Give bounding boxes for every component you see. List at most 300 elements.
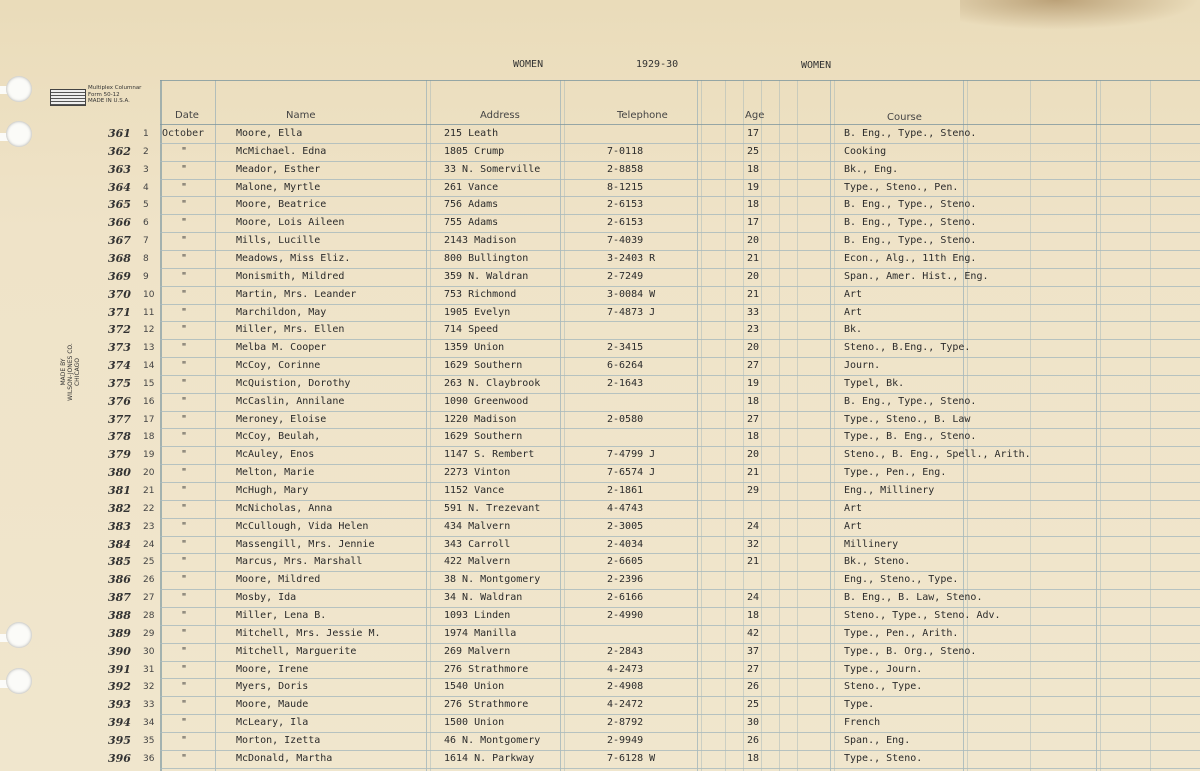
entry-address: 1805 Crump [444, 145, 505, 157]
entry-course: Art [844, 520, 863, 532]
entry-date: " [181, 181, 188, 193]
entry-age: 20 [747, 270, 760, 282]
entry-date: October [162, 128, 205, 139]
table-row [0, 128, 1200, 146]
entry-course: Type., Journ. [844, 663, 923, 675]
entry-date: " [181, 485, 188, 496]
entry-course: Steno., B. Eng., Spell., Arith. [844, 449, 1031, 461]
handwritten-entry-number: 381 [108, 484, 131, 497]
entry-course: Type., Steno., B. Law [844, 413, 971, 425]
entry-name: McNicholas, Anna [236, 502, 333, 514]
table-row [0, 253, 1200, 271]
table-row [0, 182, 1200, 200]
entry-name: Moore, Mildred [236, 574, 321, 586]
entry-age: 25 [747, 145, 760, 157]
entry-address: 1974 Manilla [444, 627, 517, 639]
line-number: 9 [143, 271, 149, 282]
line-number: 33 [143, 700, 155, 711]
entry-name: Marcus, Mrs. Marshall [236, 556, 363, 568]
entry-date: " [181, 538, 188, 550]
entry-course: Steno., Type., Steno. Adv. [844, 609, 1001, 621]
entry-name: Melba M. Cooper [236, 342, 327, 354]
entry-address: 1905 Evelyn [444, 306, 511, 318]
line-number: 30 [143, 646, 155, 657]
line-number: 35 [143, 735, 155, 746]
entry-date: " [181, 663, 188, 675]
entry-date: " [181, 377, 188, 389]
entry-age: 17 [747, 128, 760, 139]
entry-name: McAuley, Enos [236, 449, 315, 461]
water-stain [960, 0, 1200, 30]
entry-age: 20 [747, 342, 760, 354]
line-number: 21 [143, 486, 155, 496]
entry-address: 1093 Linden [444, 609, 511, 621]
line-number: 3 [143, 164, 149, 175]
line-number: 28 [143, 610, 155, 621]
entry-course: Type., Pen., Arith. [844, 627, 959, 639]
entry-date: " [181, 467, 188, 479]
line-number: 2 [143, 146, 149, 157]
entry-course: B. Eng., B. Law, Steno. [844, 592, 983, 604]
entry-course: Journ. [844, 360, 881, 372]
entry-date: " [181, 734, 188, 746]
entry-address: 269 Malvern [444, 645, 511, 657]
line-number: 5 [143, 200, 149, 211]
entry-date: " [181, 252, 188, 264]
entry-course: Econ., Alg., 11th Eng. [844, 252, 977, 264]
line-number: 11 [143, 307, 155, 318]
entry-name: McMichael. Edna [236, 145, 327, 157]
entry-course: Art [844, 306, 863, 318]
table-row [0, 539, 1200, 557]
entry-address: 1090 Greenwood [444, 395, 529, 407]
entry-course: B. Eng., Type., Steno. [844, 217, 977, 229]
line-number: 27 [143, 593, 155, 604]
entry-course: Type., Steno., Pen. [844, 181, 959, 193]
entry-name: Moore, Beatrice [236, 199, 327, 211]
entry-telephone: 2-3005 [607, 520, 644, 532]
entry-address: 33 N. Somerville [444, 163, 541, 175]
entry-date: " [181, 752, 188, 764]
entry-address: 276 Strathmore [444, 699, 529, 711]
handwritten-entry-number: 396 [108, 751, 131, 765]
line-number: 26 [143, 575, 155, 586]
table-row [0, 360, 1200, 378]
line-number: 15 [143, 378, 155, 389]
header-year: 1929-30 [636, 59, 679, 70]
entry-course: Steno., B.Eng., Type. [844, 342, 971, 354]
entry-name: Moore, Irene [236, 663, 309, 675]
entry-date: " [181, 502, 188, 514]
entry-date: " [181, 449, 188, 461]
entry-age: 37 [747, 645, 760, 657]
line-number: 4 [143, 182, 149, 193]
entry-telephone: 2-6153 [607, 217, 644, 229]
line-number: 23 [143, 521, 155, 532]
entry-address: 343 Carroll [444, 538, 511, 550]
entry-course: Steno., Type. [844, 681, 923, 693]
table-row [0, 753, 1200, 771]
table-row [0, 378, 1200, 396]
entry-name: Mitchell, Marguerite [236, 645, 357, 657]
table-row [0, 396, 1200, 414]
handwritten-entry-number: 373 [108, 341, 131, 355]
entry-telephone: 8-1215 [607, 181, 644, 193]
entry-telephone: 7-4873 J [607, 306, 656, 318]
entry-age: 19 [747, 377, 760, 389]
header-right: WOMEN [801, 60, 832, 71]
entry-address: 1629 Southern [444, 360, 523, 372]
entry-telephone: 2-6605 [607, 556, 644, 568]
column-header-address: Address [480, 110, 520, 121]
entry-course: B. Eng., Type., Steno. [844, 199, 977, 211]
table-row [0, 610, 1200, 628]
line-number: 7 [143, 236, 149, 247]
table-row [0, 271, 1200, 289]
entry-age: 18 [747, 431, 760, 443]
entry-telephone: 3-0084 W [607, 288, 656, 300]
entry-age: 27 [747, 360, 760, 372]
entry-name: McDonald, Martha [236, 752, 333, 764]
entry-address: 2143 Madison [444, 235, 517, 247]
entry-name: McLeary, Ila [236, 717, 309, 729]
entry-address: 46 N. Montgomery [444, 734, 541, 746]
entry-telephone: 2-8792 [607, 717, 644, 729]
handwritten-entry-number: 365 [108, 198, 131, 212]
entry-name: Malone, Myrtle [236, 181, 321, 193]
entry-address: 38 N. Montgomery [444, 574, 541, 586]
line-number: 19 [143, 450, 155, 461]
handwritten-entry-number: 367 [108, 234, 131, 248]
entry-course: Bk., Eng. [844, 163, 899, 175]
entry-age: 20 [747, 235, 760, 247]
table-row [0, 681, 1200, 699]
entry-address: 591 N. Trezevant [444, 502, 541, 514]
handwritten-entry-number: 388 [108, 608, 131, 622]
entry-course: Art [844, 502, 863, 514]
entry-date: " [181, 699, 188, 711]
entry-name: McCullough, Vida Helen [236, 520, 369, 532]
entry-name: Mosby, Ida [236, 592, 297, 604]
entry-name: Martin, Mrs. Leander [236, 288, 357, 300]
entry-course: B. Eng., Type., Steno. [844, 128, 977, 139]
handwritten-entry-number: 384 [108, 537, 131, 551]
table-row [0, 646, 1200, 664]
entry-age: 23 [747, 324, 760, 336]
entry-course: Type., Steno. [844, 752, 923, 764]
handwritten-entry-number: 378 [108, 430, 131, 444]
entry-address: 714 Speed [444, 324, 499, 336]
table-row [0, 503, 1200, 521]
column-header-course: Course [887, 112, 922, 123]
handwritten-entry-number: 392 [108, 680, 131, 694]
entry-age: 26 [747, 681, 760, 693]
entry-name: Miller, Lena B. [236, 609, 327, 621]
handwritten-entry-number: 375 [108, 376, 131, 390]
entry-telephone: 2-1643 [607, 377, 644, 389]
line-number: 18 [143, 432, 155, 443]
table-row [0, 235, 1200, 253]
line-number: 25 [143, 557, 155, 568]
entry-age: 32 [747, 538, 760, 550]
entry-age: 19 [747, 181, 760, 193]
entry-telephone: 4-2472 [607, 699, 644, 711]
entry-date: " [181, 235, 188, 247]
handwritten-entry-number: 382 [108, 501, 131, 515]
entry-name: Massengill, Mrs. Jennie [236, 538, 375, 550]
entry-course: B. Eng., Type., Steno. [844, 395, 977, 407]
line-number: 13 [143, 343, 155, 354]
entry-telephone: 3-2403 R [607, 252, 656, 264]
line-number: 6 [143, 218, 149, 229]
entry-address: 263 N. Claybrook [444, 377, 541, 389]
entry-date: " [181, 288, 188, 300]
handwritten-entry-number: 389 [108, 626, 131, 640]
table-row [0, 664, 1200, 682]
entry-date: " [181, 145, 188, 157]
entry-address: 359 N. Waldran [444, 270, 529, 282]
entry-telephone: 2-2396 [607, 574, 644, 586]
entry-age: 24 [747, 592, 760, 604]
line-number: 22 [143, 503, 155, 514]
entry-date: " [181, 592, 188, 604]
entry-age: 24 [747, 520, 760, 532]
line-number: 31 [143, 664, 155, 675]
punch-hole [6, 76, 32, 102]
entry-course: Millinery [844, 538, 899, 550]
entry-telephone: 2-3415 [607, 342, 644, 354]
handwritten-entry-number: 362 [108, 144, 131, 158]
entry-name: Mitchell, Mrs. Jessie M. [236, 627, 381, 639]
entry-date: " [181, 360, 188, 372]
entry-name: Moore, Lois Aileen [236, 217, 345, 229]
entry-name: McQuistion, Dorothy [236, 377, 351, 389]
entry-date: " [181, 270, 188, 282]
entry-age: 18 [747, 199, 760, 211]
entry-course: Type., Pen., Eng. [844, 467, 947, 479]
table-row [0, 217, 1200, 235]
line-number: 1 [143, 129, 149, 139]
handwritten-entry-number: 369 [108, 269, 131, 283]
entry-course: Span., Eng. [844, 734, 911, 746]
entry-name: Miller, Mrs. Ellen [236, 324, 345, 336]
entry-address: 34 N. Waldran [444, 592, 523, 604]
entry-age: 25 [747, 699, 760, 711]
handwritten-entry-number: 374 [108, 359, 131, 373]
entry-age: 27 [747, 413, 760, 425]
entry-course: Bk. [844, 324, 863, 336]
entry-telephone: 2-0580 [607, 413, 644, 425]
line-number: 36 [143, 753, 155, 764]
manufacturer-logo-icon [50, 89, 86, 106]
entry-age: 26 [747, 734, 760, 746]
entry-address: 1152 Vance [444, 485, 505, 496]
entry-address: 756 Adams [444, 199, 499, 211]
entry-course: Type., B. Org., Steno. [844, 645, 977, 657]
entry-name: McCoy, Corinne [236, 360, 321, 372]
table-row [0, 431, 1200, 449]
table-row [0, 699, 1200, 717]
entry-age: 18 [747, 395, 760, 407]
entry-name: McCaslin, Annilane [236, 395, 345, 407]
table-row [0, 735, 1200, 753]
entry-address: 1614 N. Parkway [444, 752, 535, 764]
entry-course: B. Eng., Type., Steno. [844, 235, 977, 247]
line-number: 8 [143, 253, 149, 264]
header-left: WOMEN [513, 59, 544, 70]
header-rule [160, 80, 1200, 81]
handwritten-entry-number: 361 [108, 127, 131, 140]
entry-telephone: 4-4743 [607, 502, 644, 514]
entry-telephone: 4-2473 [607, 663, 644, 675]
column-header-name: Name [286, 110, 316, 121]
table-row [0, 307, 1200, 325]
entry-telephone: 2-9949 [607, 734, 644, 746]
line-number: 10 [143, 289, 155, 300]
line-number: 32 [143, 682, 155, 693]
table-row [0, 521, 1200, 539]
handwritten-entry-number: 368 [108, 251, 131, 265]
entry-age: 29 [747, 485, 760, 496]
entry-telephone: 7-0118 [607, 145, 644, 157]
entry-course: Type. [844, 699, 875, 711]
entry-address: 1540 Union [444, 681, 505, 693]
entry-name: McHugh, Mary [236, 485, 309, 496]
entry-course: Eng., Steno., Type. [844, 574, 959, 586]
handwritten-entry-number: 385 [108, 555, 131, 569]
line-number: 34 [143, 718, 155, 729]
entry-address: 1629 Southern [444, 431, 523, 443]
line-number: 12 [143, 325, 155, 336]
table-row [0, 342, 1200, 360]
handwritten-entry-number: 379 [108, 448, 131, 462]
entry-name: Monismith, Mildred [236, 270, 345, 282]
entry-address: 276 Strathmore [444, 663, 529, 675]
table-row [0, 449, 1200, 467]
entry-address: 1500 Union [444, 717, 505, 729]
entry-date: " [181, 306, 188, 318]
entry-address: 800 Bullington [444, 252, 529, 264]
maker-label: MADE BY WILSON-JONES CO. CHICAGO [60, 343, 81, 401]
table-row [0, 717, 1200, 735]
entry-date: " [181, 199, 188, 211]
header-rule [160, 124, 1200, 125]
handwritten-entry-number: 387 [108, 591, 131, 605]
entry-age: 33 [747, 306, 760, 318]
entry-age: 30 [747, 717, 760, 729]
entry-telephone: 2-7249 [607, 270, 644, 282]
table-row [0, 467, 1200, 485]
entry-address: 261 Vance [444, 181, 499, 193]
table-row [0, 164, 1200, 182]
entry-name: Moore, Ella [236, 128, 303, 139]
entry-age: 27 [747, 663, 760, 675]
table-row [0, 289, 1200, 307]
line-number: 29 [143, 628, 155, 639]
entry-name: Myers, Doris [236, 681, 309, 693]
handwritten-entry-number: 394 [108, 716, 131, 730]
entry-telephone: 2-4990 [607, 609, 644, 621]
handwritten-entry-number: 383 [108, 519, 131, 533]
line-number: 24 [143, 539, 155, 550]
table-row [0, 324, 1200, 342]
handwritten-entry-number: 393 [108, 698, 131, 712]
entry-name: Morton, Izetta [236, 734, 321, 746]
entry-date: " [181, 217, 188, 229]
entry-age: 21 [747, 467, 760, 479]
entry-date: " [181, 324, 188, 336]
entry-course: Art [844, 288, 863, 300]
entry-telephone: 2-6166 [607, 592, 644, 604]
entry-telephone: 2-2843 [607, 645, 644, 657]
entry-address: 2273 Vinton [444, 467, 511, 479]
entry-date: " [181, 609, 188, 621]
entry-name: Meroney, Eloise [236, 413, 327, 425]
entry-course: Cooking [844, 145, 887, 157]
entry-address: 755 Adams [444, 217, 499, 229]
entry-address: 1147 S. Rembert [444, 449, 535, 461]
entry-course: French [844, 717, 881, 729]
entry-telephone: 2-4034 [607, 538, 644, 550]
entry-date: " [181, 520, 188, 532]
entry-course: Type., B. Eng., Steno. [844, 431, 977, 443]
entry-name: Meador, Esther [236, 163, 321, 175]
entry-course: Typel, Bk. [844, 377, 905, 389]
entry-age: 18 [747, 163, 760, 175]
table-row [0, 592, 1200, 610]
entry-address: 1220 Madison [444, 413, 517, 425]
table-row [0, 574, 1200, 592]
entry-age: 20 [747, 449, 760, 461]
entry-telephone: 7-6574 J [607, 467, 656, 479]
entry-name: Moore, Maude [236, 699, 309, 711]
entry-name: Melton, Marie [236, 467, 315, 479]
entry-telephone: 2-8858 [607, 163, 644, 175]
entry-date: " [181, 163, 188, 175]
table-row [0, 146, 1200, 164]
entry-telephone: 7-6128 W [607, 752, 656, 764]
column-header-age: Age [745, 110, 765, 121]
entry-course: Bk., Steno. [844, 556, 911, 568]
entry-date: " [181, 556, 188, 568]
entry-telephone: 2-4908 [607, 681, 644, 693]
handwritten-entry-number: 395 [108, 733, 131, 747]
table-row [0, 199, 1200, 217]
line-number: 17 [143, 414, 155, 425]
handwritten-entry-number: 363 [108, 162, 131, 176]
handwritten-entry-number: 370 [108, 287, 131, 301]
entry-date: " [181, 395, 188, 407]
form-logo [50, 85, 162, 109]
entry-telephone: 6-6264 [607, 360, 644, 372]
handwritten-entry-number: 377 [108, 412, 131, 426]
handwritten-entry-number: 364 [108, 180, 131, 194]
table-row [0, 628, 1200, 646]
entry-age: 42 [747, 627, 760, 639]
handwritten-entry-number: 386 [108, 573, 131, 587]
handwritten-entry-number: 371 [108, 305, 131, 319]
entry-telephone: 7-4799 J [607, 449, 656, 461]
entry-age: 18 [747, 752, 760, 764]
entry-date: " [181, 645, 188, 657]
entry-age: 21 [747, 252, 760, 264]
entry-date: " [181, 431, 188, 443]
handwritten-entry-number: 391 [108, 662, 131, 676]
entry-name: Mills, Lucille [236, 235, 321, 247]
table-row [0, 485, 1200, 503]
handwritten-entry-number: 390 [108, 644, 131, 658]
column-header-telephone: Telephone [617, 110, 668, 121]
